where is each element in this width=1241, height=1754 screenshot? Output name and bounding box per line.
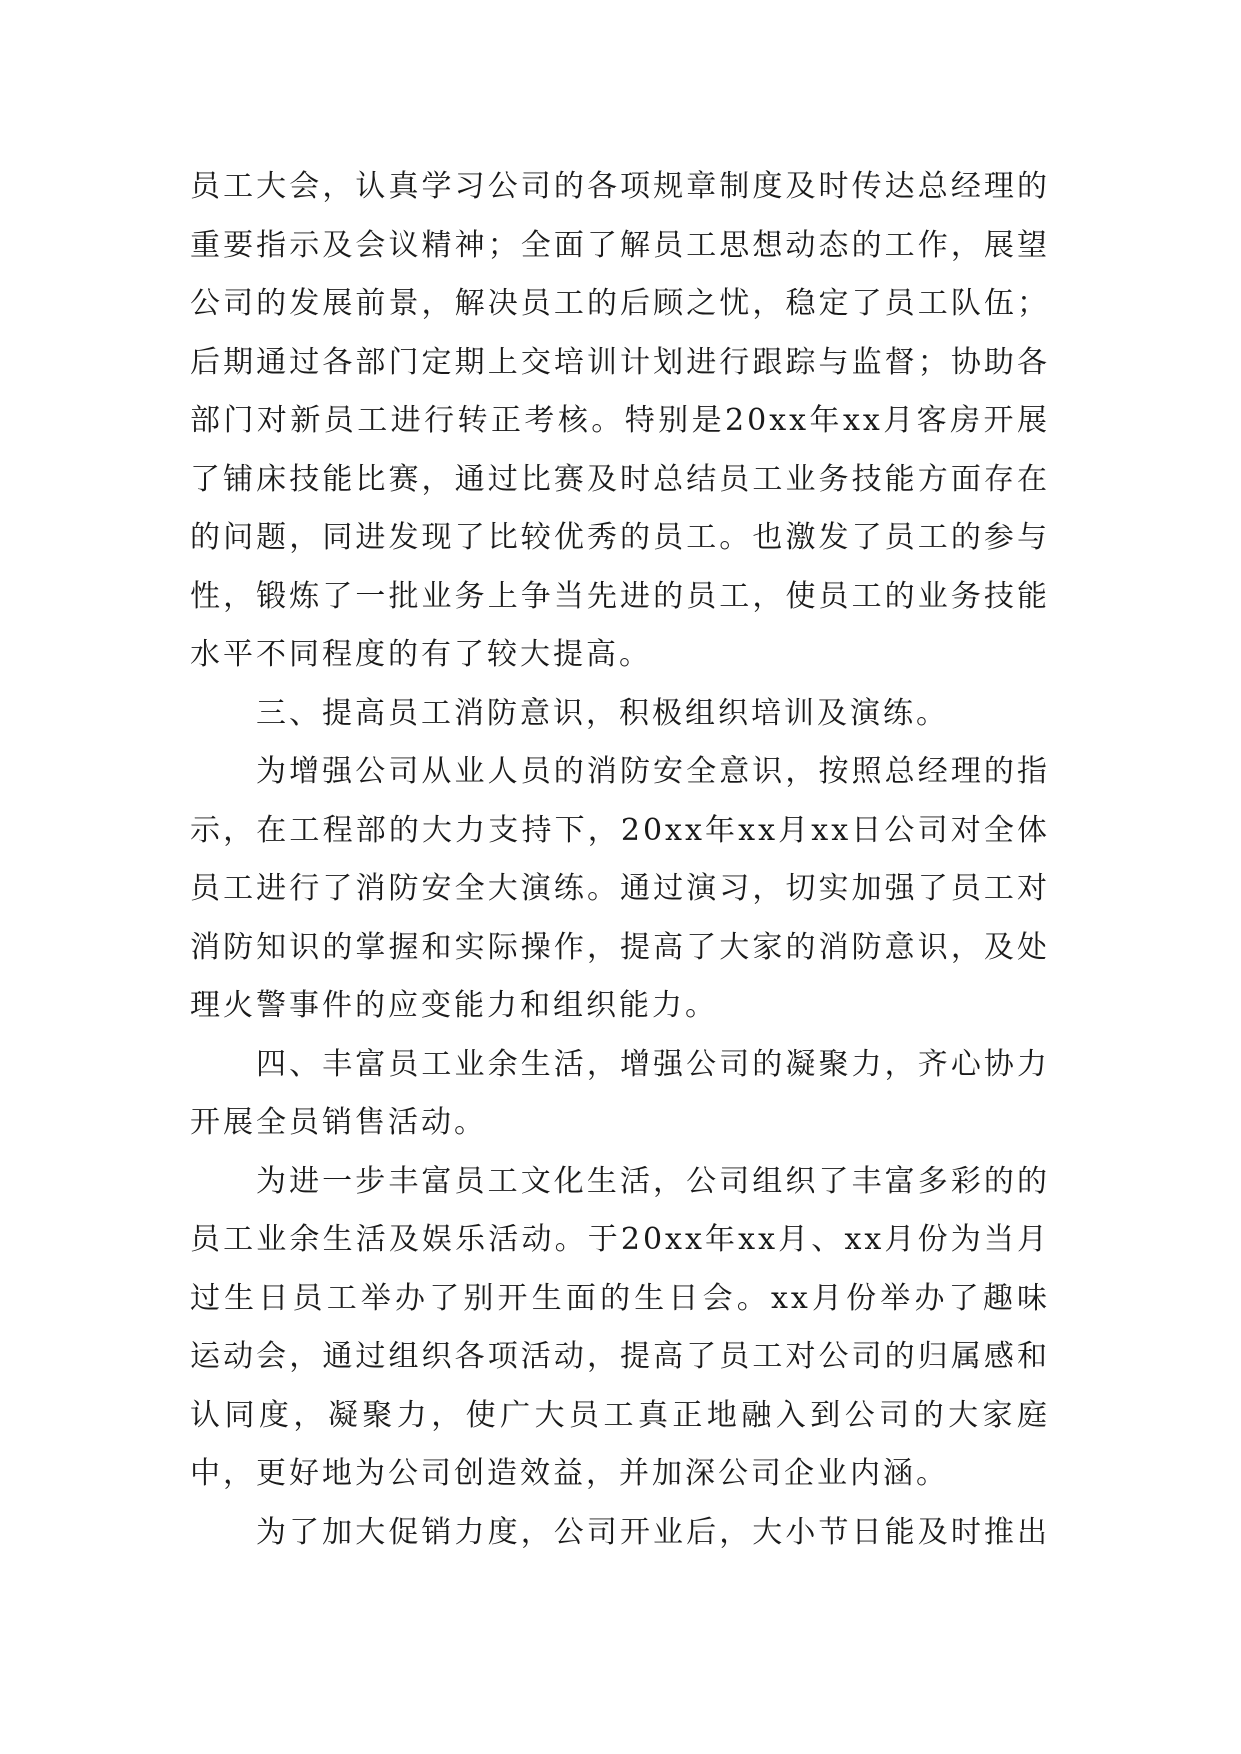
paragraph-cultural-activities: 为进一步丰富员工文化生活，公司组织了丰富多彩的的员工业余生活及娱乐活动。于20xx年xx月、xx月份为当月过生日员工举办了别开生面的生日会。xx月份举办了趣味运动会，通过组织各项活动，提高了员工对公司的归属感和认同度，凝聚力，使广大员工真正地融入到公司的大家庭中，更好地为公司创造效益，并加深公司企业内涵。 — [190, 1163, 1050, 1491]
paragraph-promotion: 为了加大促销力度，公司开业后，大小节日能及时推出 — [256, 1514, 1050, 1550]
document-body — [190, 158, 1050, 1562]
paragraph-fire-drill: 为增强公司从业人员的消防安全意识，按照总经理的指示，在工程部的大力支持下，20xx年xx月xx日公司对全体员工进行了消防安全大演练。通过演习，切实加强了员工对消防知识的掌握和实际操作，提高了大家的消防意识，及处理火警事件的应变能力和组织能力。 — [190, 754, 1050, 1023]
paragraph-staff-meeting: 员工大会，认真学习公司的各项规章制度及时传达总经理的重要指示及会议精神；全面了解员工思想动态的工作，展望公司的发展前景，解决员工的后顾之忧，稳定了员工队伍；后期通过各部门定期上交培训计划进行跟踪与监督；协助各部门对新员工进行转正考核。特别是20xx年xx月客房开展了铺床技能比赛，通过比赛及时总结员工业务技能方面存在的问题，同进发现了比较优秀的员工。也激发了员工的参与性，锻炼了一批业务上争当先进的员工，使员工的业务技能水平不同程度的有了较大提高。 — [190, 169, 1050, 672]
heading-employee-life: 四、丰富员工业余生活，增强公司的凝聚力，齐心协力开展全员销售活动。 — [190, 1046, 1050, 1140]
heading-fire-safety: 三、提高员工消防意识，积极组织培训及演练。 — [256, 695, 949, 731]
